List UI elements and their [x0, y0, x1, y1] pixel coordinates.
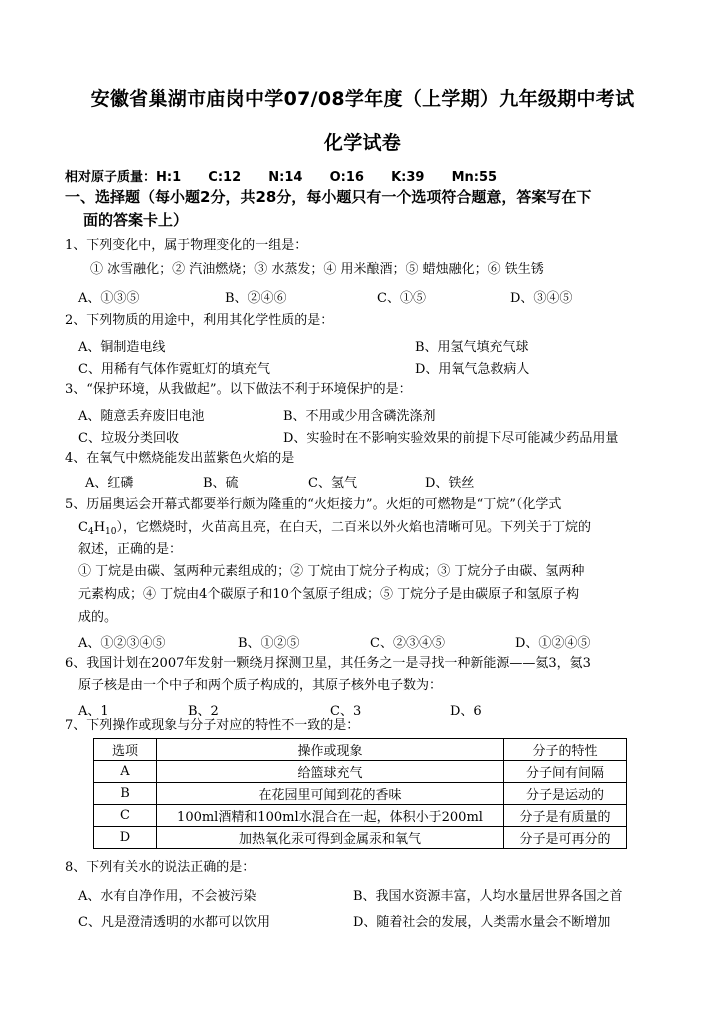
question-4-option-c: C、氢气 [308, 476, 357, 491]
question-4-option-d: D、铁丝 [425, 476, 475, 491]
question-5-statements-line3: 成的。 [78, 610, 118, 625]
formula-carbon: C [78, 520, 88, 535]
question-5-option-d: D、①②④⑤ [515, 636, 591, 651]
section-heading-line2: 面的答案卡上） [83, 211, 189, 229]
question-8-option-b: B、我国水资源丰富，人均水量居世界各国之首 [353, 889, 623, 904]
question-5-statements-line2: 元素构成；④ 丁烷由4个碳原子和10个氢原子组成；⑤ 丁烷分子是由碳原子和氢原子构 [78, 587, 580, 602]
question-6-option-b: B、2 [188, 704, 219, 719]
question-3-option-d: D、实验时在不影响实验效果的前提下尽可能减少药品用量 [283, 431, 619, 446]
butane-formula [78, 520, 116, 535]
table-row [94, 761, 627, 783]
question-3-option-b: B、不用或少用含磷洗涤剂 [283, 409, 436, 424]
table-cell: 分子间有间隔 [504, 761, 627, 783]
question-8-option-c: C、凡是澄清透明的水都可以饮用 [78, 915, 270, 930]
table-cell: D [94, 827, 157, 849]
question-1-stem: 1、下列变化中，属于物理变化的一组是： [65, 238, 308, 253]
question-6-stem-line1: 6、我国计划在2007年发射一颗绕月探测卫星，其任务之一是寻找一种新能源——氦3，氦3 [65, 656, 591, 671]
question-1-option-a: A、①③⑤ [78, 291, 140, 306]
atomic-masses: 相对原子质量：H:1 C:12 N:14 O:16 K:39 Mn:55 [65, 170, 498, 185]
table-cell: 给篮球充气 [157, 761, 504, 783]
question-8-option-d: D、随着社会的发展，人类需水量会不断增加 [353, 915, 611, 930]
table-header-row [94, 739, 627, 761]
question-7-stem: 7、下列操作或现象与分子对应的特性不一致的是： [65, 718, 360, 733]
question-1-option-b: B、②④⑥ [225, 291, 287, 306]
question-1-option-d: D、③④⑤ [510, 291, 573, 306]
question-5-option-b: B、①②⑤ [238, 636, 300, 651]
table-row [94, 805, 627, 827]
table-cell: 100ml酒精和100ml水混合在一起，体积小于200ml [157, 805, 504, 827]
exam-subtitle: 化学试卷 [323, 132, 402, 154]
question-4-option-a: A、红磷 [85, 476, 134, 491]
question-2-stem: 2、下列物质的用途中，利用其化学性质的是： [65, 313, 334, 328]
question-8-stem: 8、下列有关水的说法正确的是： [65, 860, 256, 875]
question-1-items: ① 冰雪融化；② 汽油燃烧；③ 水蒸发；④ 用米酿酒；⑤ 蜡烛融化；⑥ 铁生锈 [90, 262, 544, 277]
question-1-option-c: C、①⑤ [377, 291, 426, 306]
question-6-stem-line2: 原子核是由一个中子和两个质子构成的，其原子核外电子数为： [78, 678, 443, 693]
table-header-cell: 分子的特性 [504, 739, 627, 761]
table-cell: A [94, 761, 157, 783]
question-2-option-a: A、铜制造电线 [78, 340, 166, 355]
question-3-stem: 3、“保护环境，从我做起”。以下做法不利于环境保护的是： [65, 382, 412, 397]
section-heading-line1: 一、选择题（每小题2分，共28分，每小题只有一个选项符合题意，答案写在下 [65, 188, 592, 206]
question-6-option-c: C、3 [330, 704, 362, 719]
formula-carbon-count: 4 [87, 527, 94, 537]
formula-hydrogen-count: 10 [105, 527, 117, 537]
table-cell: 分子是运动的 [504, 783, 627, 805]
table-cell: 分子是可再分的 [504, 827, 627, 849]
question-5-stem-line2 [78, 518, 591, 542]
question-5-stem-line3: 叙述，正确的是： [78, 542, 183, 557]
table-row [94, 827, 627, 849]
question-3-option-c: C、垃圾分类回收 [78, 431, 179, 446]
question-4-stem: 4、在氧气中燃烧能发出蓝紫色火焰的是 [65, 451, 295, 466]
question-5-stem-line1: 5、历届奥运会开幕式都要举行颇为隆重的“火炬接力”。火炬的可燃物是“丁烷”（化学式 [65, 497, 562, 512]
table-cell: B [94, 783, 157, 805]
table-header-cell: 操作或现象 [157, 739, 504, 761]
question-5-stem-line2-text: ），它燃烧时，火苗高且亮，在白天，二百米以外火焰也清晰可见。下列关于丁烷的 [116, 520, 591, 535]
table-cell: 在花园里可闻到花的香味 [157, 783, 504, 805]
question-6-option-a: A、1 [78, 704, 109, 719]
question-4-option-b: B、硫 [203, 476, 239, 491]
table-header-cell: 选项 [94, 739, 157, 761]
question-8-option-a: A、水有自净作用，不会被污染 [78, 889, 257, 904]
question-5-option-a: A、①②③④⑤ [78, 636, 166, 651]
question-3-option-a: A、随意丢弃废旧电池 [78, 409, 205, 424]
question-2-option-d: D、用氧气急救病人 [415, 362, 530, 377]
question-2-option-c: C、用稀有气体作霓虹灯的填充气 [78, 362, 270, 377]
question-2-option-b: B、用氢气填充气球 [415, 340, 529, 355]
table-cell: 加热氧化汞可得到金属汞和氧气 [157, 827, 504, 849]
formula-hydrogen: H [93, 520, 106, 535]
section-heading [65, 186, 665, 232]
question-6-option-d: D、6 [450, 704, 482, 719]
question-7-table [93, 738, 627, 849]
table-row [94, 783, 627, 805]
question-5-statements-line1: ① 丁烷是由碳、氢两种元素组成的；② 丁烷由丁烷分子构成；③ 丁烷分子由碳、氢两种 [78, 564, 585, 579]
table-cell: C [94, 805, 157, 827]
question-5-option-c: C、②③④⑤ [370, 636, 445, 651]
table-cell: 分子是有质量的 [504, 805, 627, 827]
exam-title: 安徽省巢湖市庙岗中学07/08学年度（上学期）九年级期中考试 [90, 88, 635, 110]
